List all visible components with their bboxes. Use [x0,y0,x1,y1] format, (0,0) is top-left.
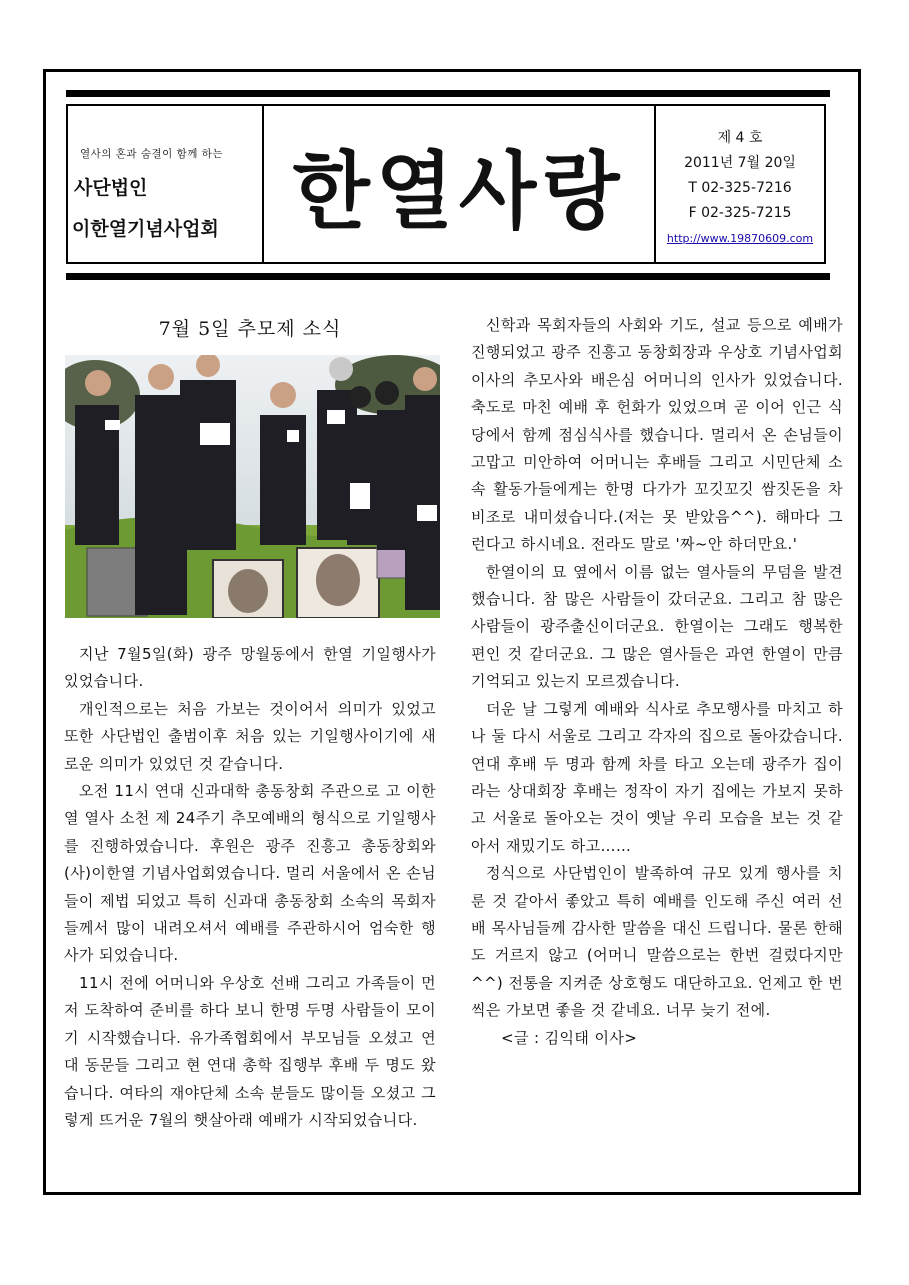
org-name-line1: 사단법인 [74,177,148,199]
motto: 열사의 혼과 숨결이 함께 하는 [80,148,224,160]
article-paragraph: 정식으로 사단법인이 발족하여 규모 있게 행사를 치룬 것 같아서 좋았고 특히 예배를 인도해 주신 여러 선배 목사님들께 감사한 말씀을 대신 드립니다. 물론 한해도 거르지 않고 (어머니 말씀으로는 한번 걸렀다지만^^) 전통을 지켜준 상호형도 대단하고요. 언제고 한 번씩은 가보면 좋을 것 같네요. 너무 늦기 전에. [471,864,843,1020]
article-author-credit: <글 : 김익태 이사> [501,1028,638,1047]
article-paragraph: 더운 날 그렇게 예배와 식사로 추모행사를 마치고 하나 둘 다시 서울로 그리고 각자의 집으로 돌아갔습니다. 연대 후배 두 명과 함께 차를 타고 오는데 광주가 집이라는 상대회장 후배는 정작이 자기 집에는 가보지 못하고 서울로 돌아오는 것이 옛날 우리 모습을 보는 것 같아서 재밌기도 하고…… [471,699,843,855]
issue-info-block [656,106,824,262]
newsletter-title: 한열사랑 [292,142,626,241]
phone-number: T 02-325-7216 [688,180,792,196]
newsletter-title-block [264,106,656,262]
article-headline: 7월 5일 추모제 소식 [158,318,342,340]
org-name-line2: 이한열기념사업회 [72,218,219,240]
website-link[interactable]: http://www.19870609.com [666,232,814,245]
article-paragraph: 오전 11시 연대 신과대학 총동창회 주관으로 고 이한열 열사 소천 제 24주기 추모예배의 형식으로 기일행사를 진행하였습니다. 후원은 광주 진흥고 총동창회와 (사)이한열 기념사업회였습니다. 멀리 서울에서 온 손님들이 제법 되었고 특히 신과대 총동창회 소속의 목회자들께서 많이 내려오셔서 예배를 주관하시어 엄숙한 행사가 되었습니다. [64,782,436,965]
publisher-block [68,106,264,262]
top-rule [66,90,830,97]
bottom-rule [66,273,830,280]
issue-number: 제 4 호 [717,130,763,146]
article-column-right [471,312,843,1052]
article-paragraph: 11시 전에 어머니와 우상호 선배 그리고 가족들이 먼저 도착하여 준비를 하다 보니 한명 두명 사람들이 모이기 시작했습니다. 유가족협회에서 부모님들 오셨고 연대 동문들 그리고 현 연대 총학 집행부 후배 두 명도 왔습니다. 여타의 재야단체 소속 분들도 많이들 오셨고 그렇게 뜨거운 7월의 햇살아래 예배가 시작되었습니다. [64,973,436,1129]
masthead [66,104,826,264]
issue-date: 2011년 7월 20일 [684,155,796,171]
article-paragraph: 신학과 목회자들의 사회와 기도, 설교 등으로 예배가 진행되었고 광주 진흥고 동창회장과 우상호 기념사업회 이사의 추모사와 배은심 어머니의 인사가 있었습니다. 축도로 마친 예배 후 헌화가 있었으며 곧 이어 인근 식당에서 함께 점심식사를 했습니다. 멀리서 온 손님들이 고맙고 미안하여 어머니는 후배들 그리고 시민단체 소속 활동가들에게는 한명 다가가 꼬깃꼬깃 쌈짓돈을 차비조로 내미셨습니다.(저는 못 받았음^^). 해마다 그런다고 하시네요. 전라도 말로 '짜~안 하더만요.' [471,316,843,554]
fax-number: F 02-325-7215 [688,205,792,221]
article-column-left [64,641,436,1134]
article-paragraph: 한열이의 묘 옆에서 이름 없는 열사들의 무덤을 발견했습니다. 참 많은 사람들이 갔더군요. 그리고 참 많은 사람들이 광주출신이더군요. 한열이는 그래도 행복한 편인 것 같더군요. 그 많은 열사들은 과연 한열이 만큼 기억되고 있는지 모르겠습니다. [471,562,843,691]
memorial-photo [65,355,440,618]
article-paragraph: 지난 7월5일(화) 광주 망월동에서 한열 기일행사가 있었습니다. [64,645,436,691]
article-paragraph: 개인적으로는 처음 가보는 것이어서 의미가 있었고 또한 사단법인 출범이후 처음 있는 기일행사이기에 새로운 의미가 있었던 것 같습니다. [64,699,436,773]
